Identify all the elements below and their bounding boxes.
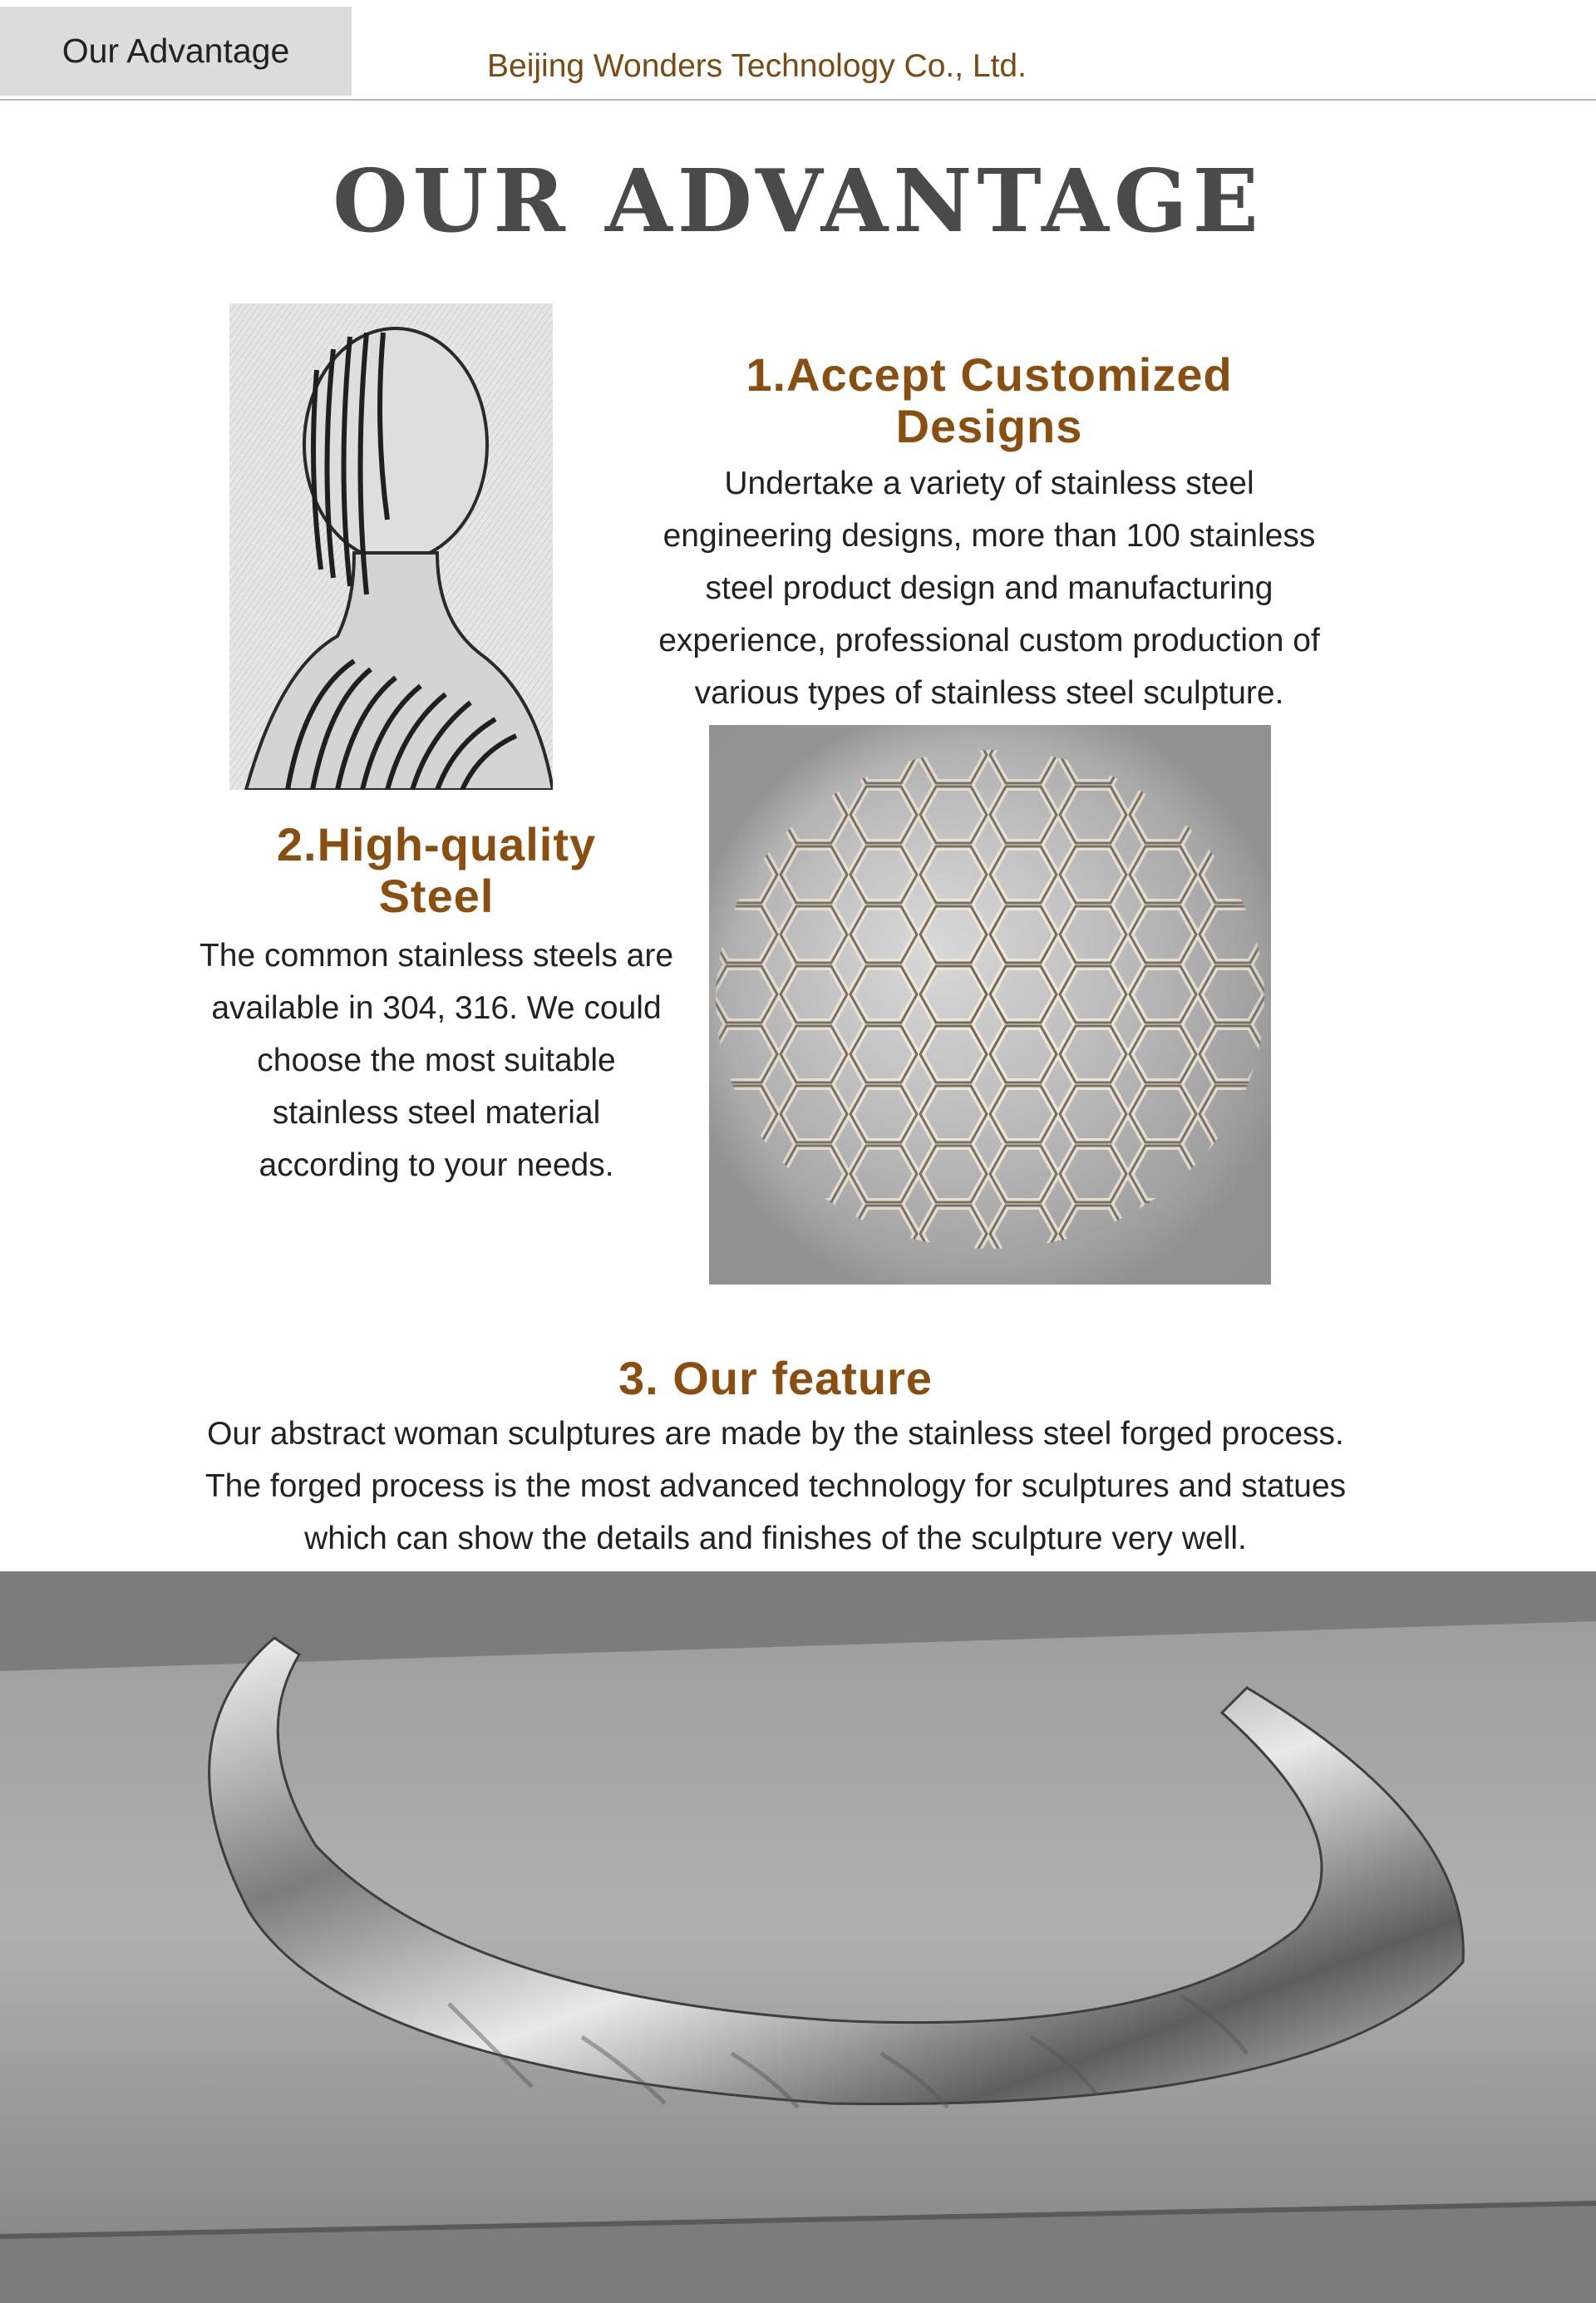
body-line: stainless steel material xyxy=(272,1095,601,1131)
heading-line: Steel xyxy=(378,870,495,922)
heading-line: Designs xyxy=(895,400,1083,452)
company-name: Beijing Wonders Technology Co., Ltd. xyxy=(487,48,1027,84)
body-line: engineering designs, more than 100 stainless xyxy=(663,518,1316,554)
body-line: The common stainless steels are xyxy=(199,938,674,974)
tab-our-advantage[interactable] xyxy=(0,7,352,96)
body-line: various types of stainless steel sculpture. xyxy=(694,675,1284,711)
body-line: Undertake a variety of stainless steel xyxy=(724,466,1254,501)
honeycomb-sculpture-image xyxy=(709,725,1271,1285)
body-line: which can show the details and finishes of the sculpture very well. xyxy=(304,1521,1247,1556)
section-3-heading xyxy=(0,1353,1551,1404)
stainless-ring-photo xyxy=(0,1571,1596,2303)
page-title: OUR ADVANTAGE xyxy=(332,150,1264,252)
heading-line: 3. Our feature xyxy=(618,1352,933,1404)
heading-line: 2.High-quality xyxy=(276,818,597,870)
body-line: Our abstract woman sculptures are made by the stainless steel forged process. xyxy=(207,1416,1344,1452)
section-3-body xyxy=(0,1408,1551,1565)
sculpture-sketch-image xyxy=(229,303,553,790)
heading-line: 1.Accept Customized xyxy=(746,348,1233,401)
section-1-body xyxy=(598,457,1380,719)
body-line: experience, professional custom production of xyxy=(658,623,1320,658)
section-1-heading xyxy=(632,349,1347,452)
body-line: steel product design and manufacturing xyxy=(705,570,1273,606)
body-line: choose the most suitable xyxy=(257,1043,616,1078)
body-line: The forged process is the most advanced technology for sculptures and statues xyxy=(204,1468,1347,1504)
section-2-body xyxy=(150,930,723,1191)
tab-label: Our Advantage xyxy=(62,32,290,70)
header-divider xyxy=(0,99,1596,101)
body-line: according to your needs. xyxy=(259,1147,614,1183)
body-line: available in 304, 316. We could xyxy=(211,990,662,1026)
section-2-heading xyxy=(150,819,723,922)
